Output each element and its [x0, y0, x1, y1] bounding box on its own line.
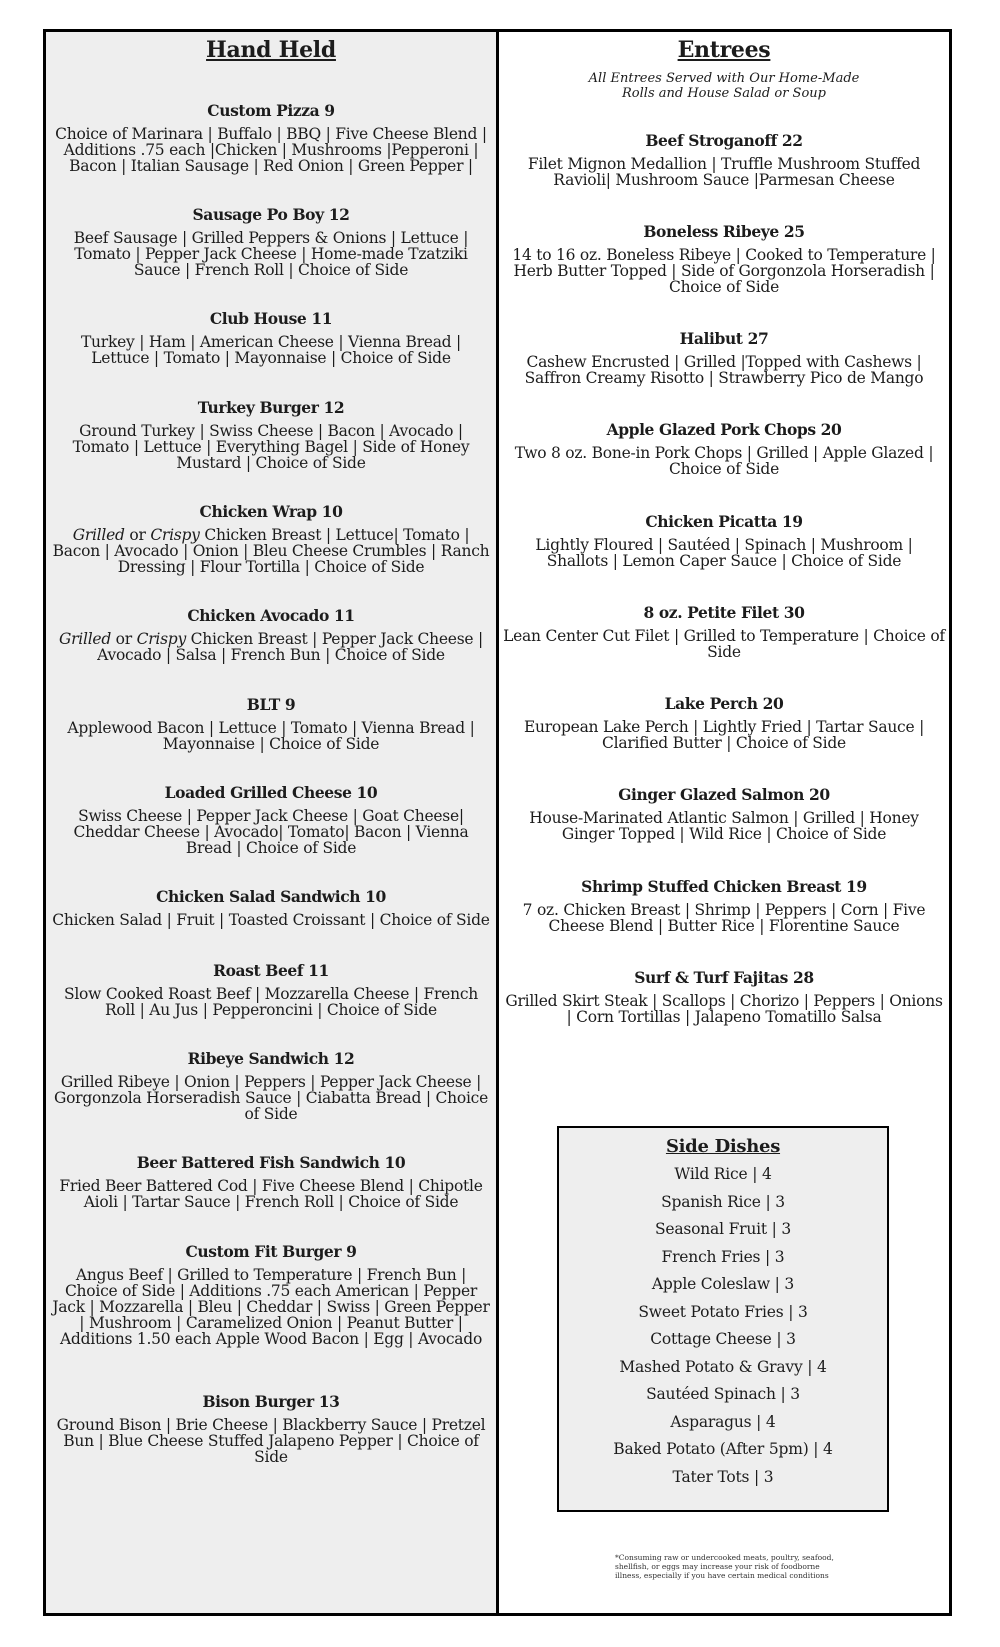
- item-description: Turkey | Ham | American Cheese | Vienna Bread | Lettuce | Tomato | Mayonnaise | Choice of Side: [80, 333, 462, 367]
- menu-item-boneless-ribeye: [503, 222, 945, 295]
- side-dish-item: Mashed Potato & Gravy | 4: [619, 1358, 827, 1376]
- item-option-grilled: Grilled: [58, 630, 111, 648]
- menu-item-blt: [50, 695, 492, 752]
- item-name: Turkey Burger 12: [197, 398, 345, 417]
- item-description: Chicken Salad | Fruit | Toasted Croissant | Choice of Side: [52, 911, 490, 929]
- item-option-crispy: Crispy: [150, 526, 200, 544]
- item-option-separator: or: [124, 526, 151, 544]
- entrees-column: [499, 32, 949, 1613]
- menu-item-beef-stroganoff: [503, 131, 945, 188]
- side-dish-item: Asparagus | 4: [670, 1413, 776, 1431]
- item-name: Lake Perch 20: [664, 694, 784, 713]
- item-name: Sausage Po Boy 12: [192, 205, 350, 224]
- menu-item-turkey-burger: [50, 398, 492, 471]
- side-dishes-box: [557, 1126, 889, 1512]
- item-description-rest: Chicken Breast | Pepper Jack Cheese | Avocado | Salsa | French Bun | Choice of Side: [97, 630, 484, 664]
- item-description: 7 oz. Chicken Breast | Shrimp | Peppers | Corn | Five Cheese Blend | Butter Rice | Florentine Sauce: [522, 901, 926, 935]
- item-description: Lightly Floured | Sautéed | Spinach | Mushroom | Shallots | Lemon Caper Sauce | Choice of Side: [535, 536, 913, 570]
- side-dish-item: Seasonal Fruit | 3: [654, 1220, 792, 1238]
- side-dish-item: Baked Potato (After 5pm) | 4: [613, 1440, 833, 1458]
- side-dish-item: Cottage Cheese | 3: [650, 1330, 796, 1348]
- item-name: Chicken Salad Sandwich 10: [156, 887, 386, 906]
- item-option-crispy: Crispy: [136, 630, 186, 648]
- item-name: Chicken Picatta 19: [645, 512, 803, 531]
- item-description: [50, 527, 492, 575]
- item-description: Slow Cooked Roast Beef | Mozzarella Cheese | French Roll | Au Jus | Pepperoncini | Choice of Side: [63, 985, 478, 1019]
- item-description: Grilled Skirt Steak | Scallops | Chorizo | Peppers | Onions | Corn Tortillas | Jalapeno Tomatillo Salsa: [505, 992, 943, 1026]
- item-name: Surf & Turf Fajitas 28: [634, 968, 814, 987]
- item-description: Two 8 oz. Bone-in Pork Chops | Grilled | Apple Glazed | Choice of Side: [514, 444, 934, 478]
- menu-item-ribeye-sandwich: [50, 1049, 492, 1122]
- item-description: Choice of Marinara | Buffalo | BBQ | Five Cheese Blend | Additions .75 each |Chicken | Mushrooms |Pepperoni | Bacon | Italian Sausage | Red Onion | Green Pepper |: [55, 125, 487, 175]
- item-option-separator: or: [111, 630, 137, 648]
- item-description: Lean Center Cut Filet | Grilled to Temperature | Choice of Side: [503, 627, 945, 661]
- item-name: Chicken Wrap 10: [199, 502, 343, 521]
- menu-item-chicken-avocado: [50, 606, 492, 663]
- hand-held-column: [46, 32, 499, 1613]
- item-name: Ginger Glazed Salmon 20: [618, 785, 830, 804]
- item-name: Ribeye Sandwich 12: [187, 1049, 355, 1068]
- menu-item-loaded-grilled-cheese: [50, 783, 492, 856]
- item-option-grilled: Grilled: [72, 526, 125, 544]
- entrees-title: Entrees: [677, 37, 771, 63]
- menu-item-petite-filet: [503, 603, 945, 660]
- side-dish-item: Apple Coleslaw | 3: [651, 1275, 795, 1293]
- item-name: Custom Fit Burger 9: [185, 1242, 357, 1261]
- side-dishes-title: Side Dishes: [665, 1136, 781, 1157]
- item-name: Club House 11: [209, 309, 333, 328]
- food-safety-disclaimer: *Consuming raw or undercooked meats, poultry, seafood, shellfish, or eggs may increase your risk of foodborne illness, especially if you have certain medical conditions: [615, 1553, 834, 1580]
- item-description: Filet Mignon Medallion | Truffle Mushroom Stuffed Ravioli| Mushroom Sauce |Parmesan Cheese: [527, 155, 921, 189]
- item-description: Applewood Bacon | Lettuce | Tomato | Vienna Bread | Mayonnaise | Choice of Side: [67, 719, 475, 753]
- menu-item-chicken-wrap: [50, 502, 492, 575]
- item-name: Roast Beef 11: [213, 961, 329, 980]
- item-description: [50, 631, 492, 663]
- item-description: Grilled Ribeye | Onion | Peppers | Pepper Jack Cheese | Gorgonzola Horseradish Sauce | Ciabatta Bread | Choice of Side: [53, 1073, 489, 1123]
- menu-item-apple-glazed-pork-chops: [503, 420, 945, 477]
- item-description-rest: Chicken Breast | Lettuce| Tomato | Bacon | Avocado | Onion | Bleu Cheese Crumbles | Ranch Dressing | Flour Tortilla | Choice of Side: [52, 526, 490, 576]
- item-description: European Lake Perch | Lightly Fried | Tartar Sauce | Clarified Butter | Choice of Side: [523, 718, 925, 752]
- menu-item-bison-burger: [50, 1392, 492, 1465]
- menu-item-roast-beef: [50, 961, 492, 1018]
- menu-frame: [43, 29, 952, 1616]
- item-name: BLT 9: [246, 695, 296, 714]
- menu-item-chicken-salad-sandwich: [50, 887, 492, 928]
- entrees-subtitle: All Entrees Served with Our Home-Made Rolls and House Salad or Soup: [588, 71, 860, 101]
- menu-item-custom-fit-burger: [50, 1242, 492, 1347]
- menu-item-halibut: [503, 329, 945, 386]
- item-name: Beef Stroganoff 22: [645, 131, 803, 150]
- menu-item-shrimp-stuffed-chicken-breast: [503, 877, 945, 934]
- item-name: Apple Glazed Pork Chops 20: [606, 420, 842, 439]
- item-description: House-Marinated Atlantic Salmon | Grilled | Honey Ginger Topped | Wild Rice | Choice of Side: [529, 809, 919, 843]
- item-description: Swiss Cheese | Pepper Jack Cheese | Goat Cheese| Cheddar Cheese | Avocado| Tomato| Bacon | Vienna Bread | Choice of Side: [73, 807, 469, 857]
- item-description: Ground Bison | Brie Cheese | Blackberry Sauce | Pretzel Bun | Blue Cheese Stuffed Jalapeno Pepper | Choice of Side: [56, 1416, 486, 1466]
- side-dish-item: Tater Tots | 3: [672, 1468, 774, 1486]
- item-name: Bison Burger 13: [202, 1392, 340, 1411]
- menu-item-lake-perch: [503, 694, 945, 751]
- side-dish-item: Wild Rice | 4: [674, 1165, 772, 1183]
- item-description: 14 to 16 oz. Boneless Ribeye | Cooked to Temperature | Herb Butter Topped | Side of Gorgonzola Horseradish | Choice of Side: [512, 246, 936, 296]
- item-description: Fried Beer Battered Cod | Five Cheese Blend | Chipotle Aioli | Tartar Sauce | French Roll | Choice of Side: [59, 1177, 483, 1211]
- item-description: Beef Sausage | Grilled Peppers & Onions | Lettuce | Tomato | Pepper Jack Cheese | Home-made Tzatziki Sauce | French Roll | Choice of Side: [73, 229, 469, 279]
- item-description: Angus Beef | Grilled to Temperature | French Bun | Choice of Side | Additions .75 each American | Pepper Jack | Mozzarella | Bleu | Cheddar | Swiss | Green Pepper | Mushroom | Caramelized Onion | Peanut Butter | Additions 1.50 each Apple Wood Bacon | Egg | Avocado: [52, 1266, 490, 1348]
- item-name: Halibut 27: [679, 329, 769, 348]
- side-dish-item: Spanish Rice | 3: [661, 1193, 785, 1211]
- menu-item-ginger-glazed-salmon: [503, 785, 945, 842]
- item-description: Ground Turkey | Swiss Cheese | Bacon | Avocado | Tomato | Lettuce | Everything Bagel | Side of Honey Mustard | Choice of Side: [72, 422, 470, 472]
- menu-item-surf-turf-fajitas: [503, 968, 945, 1025]
- menu-item-custom-pizza: [50, 101, 492, 174]
- item-name: Custom Pizza 9: [207, 101, 335, 120]
- item-name: Boneless Ribeye 25: [643, 222, 805, 241]
- menu-item-club-house: [50, 309, 492, 366]
- item-description: Cashew Encrusted | Grilled |Topped with Cashews | Saffron Creamy Risotto | Strawberry Pico de Mango: [524, 353, 924, 387]
- item-name: Loaded Grilled Cheese 10: [164, 783, 378, 802]
- item-name: Shrimp Stuffed Chicken Breast 19: [581, 877, 867, 896]
- item-name: Beer Battered Fish Sandwich 10: [136, 1153, 406, 1172]
- side-dish-item: Sautéed Spinach | 3: [646, 1385, 800, 1403]
- menu-item-sausage-po-boy: [50, 205, 492, 278]
- side-dish-item: Sweet Potato Fries | 3: [638, 1303, 808, 1321]
- item-name: 8 oz. Petite Filet 30: [643, 603, 805, 622]
- side-dish-item: French Fries | 3: [661, 1248, 785, 1266]
- menu-item-chicken-picatta: [503, 512, 945, 569]
- menu-item-beer-battered-fish-sandwich: [50, 1153, 492, 1210]
- hand-held-title: Hand Held: [206, 37, 336, 63]
- item-name: Chicken Avocado 11: [187, 606, 355, 625]
